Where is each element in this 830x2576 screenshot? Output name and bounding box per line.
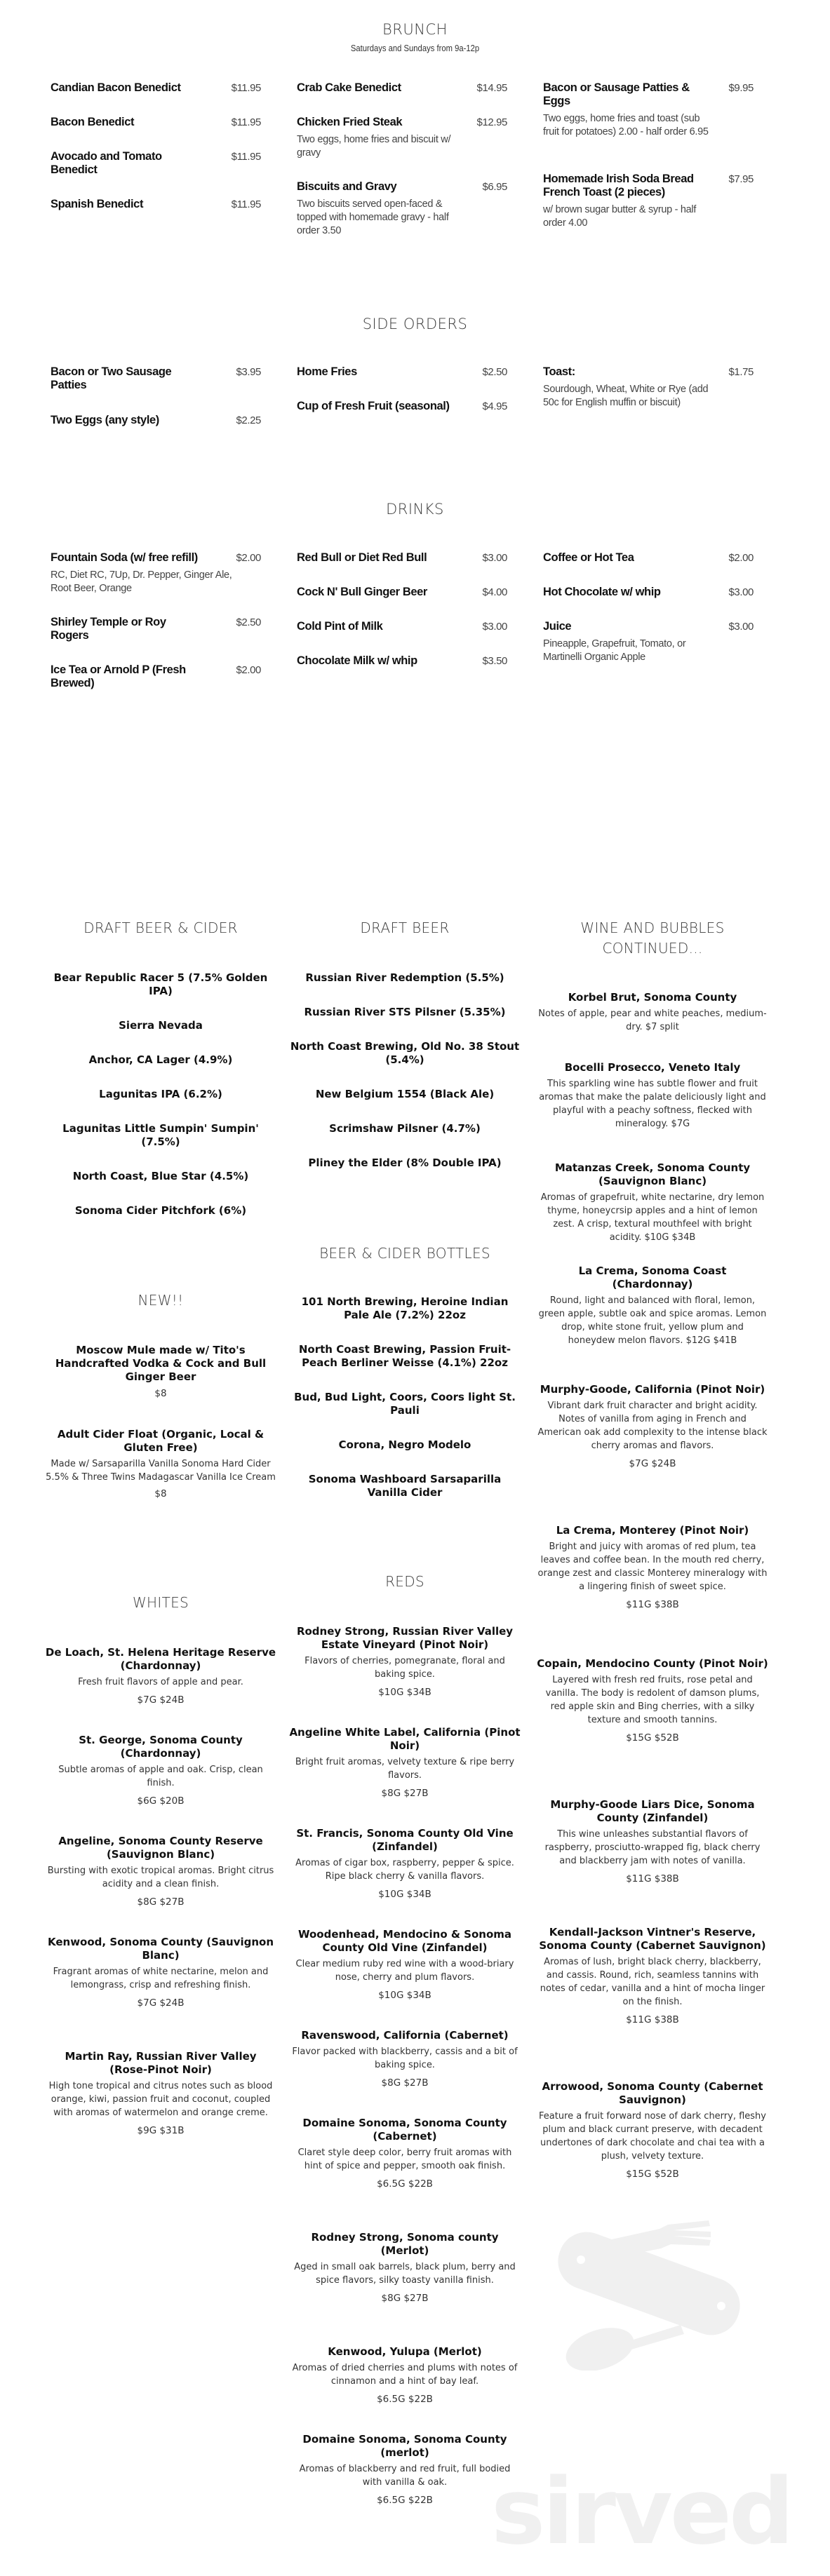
wine-item: Murphy-Goode Liars Dice, Sonoma County (Zinfandel) This wine unleashes substantial flavors of raspberry, prosciutto-wrapped fig, black cherry and blackberry jam with notes of vanilla. $11G $38B [544, 1798, 761, 1884]
wine-item: La Crema, Monterey (Pinot Noir) Bright and juicy with aromas of red plum, tea leaves and coffee bean. In the mouth red cherry, orange zest and classic Monterey mineralogy with a lingering finish of sweet spice. $11G $38B [537, 1524, 768, 1610]
item-name: Avocado and Tomato Benedict [51, 150, 162, 176]
menu-item [51, 198, 261, 211]
item-price: $2.50 [236, 616, 261, 628]
menu-item [297, 551, 507, 586]
item-price: $11.95 [231, 151, 261, 163]
item-price: $12.95 [476, 116, 507, 128]
item-price: $2.50 [482, 366, 507, 378]
brunch-subtitle: Saturdays and Sundays from 9a-12p [350, 43, 480, 53]
item-price: $4.00 [482, 586, 507, 598]
wine-item: Kendall-Jackson Vintner's Reserve, Sonoma County (Cabernet Sauvignon) Aromas of lush, bright black cherry, blackberry, and cassis. Round, rich, seamless tannins with notes of cedar, vanilla and a hint of mocha linger on the finish. $11G $38B [539, 1926, 766, 2025]
item-name: Bacon or Two Sausage Patties [51, 365, 172, 391]
item-description: Sourdough, Wheat, White or Rye (add 50c for English muffin or biscuit) [543, 384, 709, 408]
drinks-header [0, 501, 830, 518]
wine-bubbles-title: WINE AND BUBBLES CONTINUED... [580, 919, 725, 957]
item-description: Two biscuits served open-faced & topped with homemade gravy - half order 3.50 [297, 198, 449, 236]
wine-item: Kenwood, Sonoma County (Sauvignon Blanc) Fragrant aromas of white nectarine, melon and lemongrass, crisp and refreshing finish. $7G $24B [47, 1936, 274, 2009]
bottle-item: North Coast Brewing, Passion Fruit-Peach Berliner Weisse (4.1%) 22oz [298, 1343, 511, 1369]
item-price: $2.00 [236, 664, 261, 676]
drinks-column-2 [297, 551, 507, 690]
drinks-title: DRINKS [386, 501, 444, 518]
new-item: Moscow Mule made w/ Tito's Handcrafted Vodka & Cock and Bull Ginger Beer $8 [45, 1344, 276, 1399]
new-title: NEW!! [138, 1292, 184, 1309]
brunch-column-3 [543, 81, 754, 238]
brunch-title: BRUNCH [382, 21, 448, 38]
item-name: Spanish Benedict [51, 198, 144, 210]
brunch-column-2 [297, 81, 507, 238]
menu-item [51, 414, 261, 427]
whites-title: WHITES [132, 1594, 189, 1611]
item-price: $6.95 [482, 181, 507, 193]
wine-item: Domaine Sonoma, Sonoma County (Cabernet) Claret style deep color, berry fruit aromas with hint of spice and pepper, smooth oak finish. $6.5G $22B [297, 2117, 512, 2190]
menu-item [543, 173, 754, 230]
item-name: Chocolate Milk w/ whip [297, 654, 417, 667]
wine-item: La Crema, Sonoma Coast (Chardonnay) Round, light and balanced with floral, lemon, green apple, subtle oak and spice aromas. Lemon drop, white stone fruit, yellow plum and honeydew melon flavors. $12G $41B [538, 1265, 767, 1346]
item-price: $7.95 [728, 173, 754, 185]
new-item: Adult Cider Float (Organic, Local & Gluten Free) Made w/ Sarsaparilla Vanilla Sonoma Hard Cider 5.5% & Three Twins Madagascar Vanilla Ice Cream $8 [46, 1428, 276, 1499]
item-price: $3.00 [728, 586, 754, 598]
item-name: Chicken Fried Steak [297, 116, 403, 128]
menu-item [543, 620, 754, 664]
wine-item: Rodney Strong, Russian River Valley Estate Vineyard (Pinot Noir) Flavors of cherries, pomegranate, floral and baking spice. $10G $34B [296, 1625, 514, 1698]
beer-item: North Coast Brewing, Old No. 38 Stout (5.4%) [290, 1040, 520, 1066]
beer-item: Anchor, CA Lager (4.9%) [88, 1053, 233, 1066]
bottle-item: Bud, Bud Light, Coors, Coors light St. Pauli [294, 1391, 516, 1417]
menu-item [51, 365, 261, 414]
brunch-grid [51, 81, 766, 238]
item-description: w/ brown sugar butter & syrup - half order 4.00 [543, 204, 697, 229]
item-name: Hot Chocolate w/ whip [543, 586, 661, 598]
menu-item [51, 150, 261, 198]
wine-item: St. Francis, Sonoma County Old Vine (Zinfandel) Aromas of cigar box, raspberry, pepper & spice. Ripe black cherry & vanilla flavors. $10G $34B [295, 1827, 514, 1900]
reds-title: REDS [385, 1573, 424, 1590]
item-description: Two eggs, home fries and toast (sub fruit for potatoes) 2.00 - half order 6.95 [543, 113, 709, 137]
item-description: Pineapple, Grapefruit, Tomato, or Martinelli Organic Apple [543, 638, 686, 663]
bottle-item: Sonoma Washboard Sarsaparilla Vanilla Cider [308, 1473, 502, 1499]
menu-item [297, 620, 507, 654]
menu-item [51, 551, 261, 616]
beer-item: Sonoma Cider Pitchfork (6%) [74, 1204, 247, 1217]
menu-item [297, 180, 507, 238]
item-name: Cold Pint of Milk [297, 620, 383, 633]
item-price: $4.95 [482, 400, 507, 412]
item-price: $1.75 [728, 366, 754, 378]
item-name: Bacon or Sausage Patties & Eggs [543, 81, 690, 107]
item-name: Home Fries [297, 365, 357, 378]
menu-item [297, 81, 507, 116]
wine-item: Matanzas Creek, Sonoma County (Sauvignon Blanc) Aromas of grapefruit, white nectarine, dry lemon thyme, honeycrsip apples and a hint of lemon zest. A crisp, textural mouthfeel with bright acidity. $10G $34B [540, 1161, 765, 1243]
item-name: Candian Bacon Benedict [51, 81, 181, 94]
menu-item [543, 551, 754, 586]
menu-item [297, 654, 507, 668]
menu-item [51, 663, 261, 690]
wine-item: Copain, Mendocino County (Pinot Noir) Layered with fresh red fruits, rose petal and vanilla. The body is redolent of damson plums, red apple skin and Bing cherries, with a silky texture and smooth tannins. $15G $52B [537, 1657, 768, 1744]
drinks-column-3 [543, 551, 754, 690]
item-price: $8 [154, 1488, 167, 1499]
sides-column-2 [297, 365, 507, 427]
item-name: Homemade Irish Soda Bread French Toast (2 pieces) [543, 173, 694, 198]
sides-column-1 [51, 365, 261, 427]
drinks-grid [51, 551, 766, 690]
wine-item: Domaine Sonoma, Sonoma County (merlot) Aromas of blackberry and red fruit, full bodied with vanilla & oak. $6.5G $22B [299, 2433, 511, 2506]
beer-item: Lagunitas IPA (6.2%) [99, 1088, 222, 1100]
menu-item [297, 365, 507, 400]
beer-item: Lagunitas Little Sumpin' Sumpin' (7.5%) [62, 1122, 259, 1148]
wine-item: St. George, Sonoma County (Chardonnay) Subtle aromas of apple and oak. Crisp, clean finish. $6G $20B [58, 1734, 263, 1807]
item-price: $2.00 [236, 552, 261, 564]
item-price: $3.00 [728, 621, 754, 633]
item-name: Cock N' Bull Ginger Beer [297, 586, 427, 598]
sides-column-3 [543, 365, 754, 427]
wine-item: Korbel Brut, Sonoma County Notes of apple, pear and white peaches, medium-dry. $7 split [538, 991, 767, 1032]
watermark-text: sirved [491, 2458, 792, 2565]
item-price: $2.25 [236, 414, 261, 426]
brunch-column-1 [51, 81, 261, 238]
beer-item: Russian River Redemption (5.5%) [305, 971, 504, 984]
item-name: Juice [543, 620, 572, 633]
wine-item: Ravenswood, California (Cabernet) Flavor packed with blackberry, cassis and a bit of baking spice. $8G $27B [292, 2029, 518, 2089]
item-name: Bacon Benedict [51, 116, 135, 128]
sides-grid [51, 365, 766, 427]
wine-item: Angeline, Sonoma County Reserve (Sauvignon Blanc) Bursting with exotic tropical aromas. Bright citrus acidity and a clean finish. $8G $27B [47, 1835, 274, 1908]
menu-item [51, 616, 261, 663]
bottle-item: Corona, Negro Modelo [338, 1438, 471, 1451]
watermark [491, 2216, 821, 2567]
item-price: $9.95 [728, 82, 754, 94]
drinks-column-1 [51, 551, 261, 690]
wine-item: Woodenhead, Mendocino & Sonoma County Old Vine (Zinfandel) Clear medium ruby red wine with a wood-briary nose, cherry and plum flavors. $10G $34B [295, 1928, 514, 2001]
beer-item: North Coast, Blue Star (4.5%) [72, 1170, 249, 1182]
bottle-item: 101 North Brewing, Heroine Indian Pale Ale (7.2%) 22oz [301, 1295, 509, 1321]
item-name: Cup of Fresh Fruit (seasonal) [297, 400, 450, 412]
menu-item [51, 81, 261, 116]
beer-item: Bear Republic Racer 5 (7.5% Golden IPA) [53, 971, 268, 997]
utensil-knife-icon [540, 2216, 751, 2371]
draft-beer-cider-title: DRAFT BEER & CIDER [83, 919, 238, 936]
wine-item: Rodney Strong, Sonoma county (Merlot) Aged in small oak barrels, black plum, berry and spice flavors, silky toasty vanilla finish. $8G $27B [294, 2231, 516, 2304]
beer-item: Russian River STS Pilsner (5.35%) [304, 1006, 506, 1018]
item-name: Shirley Temple or Roy Rogers [51, 616, 166, 642]
wine-item: Martin Ray, Russian River Valley (Rose-Pinot Noir) High tone tropical and citrus notes such as blood orange, kiwi, passion fruit and coconut, coupled with aromas of watermelon and orange creme. $9G $31B [48, 2050, 273, 2136]
item-name: Two Eggs (any style) [51, 414, 159, 426]
item-description: RC, Diet RC, 7Up, Dr. Pepper, Ginger Ale, Root Beer, Orange [51, 569, 232, 594]
wine-item: Angeline White Label, California (Pinot Noir) Bright fruit aromas, velvety texture & ripe berry flavors. $8G $27B [289, 1726, 521, 1799]
item-name: Red Bull or Diet Red Bull [297, 551, 427, 564]
item-description: Two eggs, home fries and biscuit w/ gravy [297, 134, 451, 159]
brunch-header [0, 21, 830, 53]
sides-title: SIDE ORDERS [362, 316, 468, 332]
item-name: Biscuits and Gravy [297, 180, 397, 193]
menu-item [543, 365, 754, 410]
menu-item [543, 586, 754, 620]
menu-item [543, 81, 754, 173]
menu-item [51, 116, 261, 150]
beer-item: Sierra Nevada [119, 1019, 203, 1032]
item-name: Toast: [543, 365, 575, 378]
wine-item: Kenwood, Yulupa (Merlot) Aromas of dried cherries and plums with notes of cinnamon and a hint of bay leaf. $6.5G $22B [292, 2345, 518, 2405]
item-name: Crab Cake Benedict [297, 81, 401, 94]
menu-item [297, 586, 507, 620]
item-price: $3.50 [482, 655, 507, 667]
item-price: $8 [154, 1388, 167, 1399]
item-price: $11.95 [231, 198, 261, 210]
bottles-title: BEER & CIDER BOTTLES [319, 1245, 490, 1262]
beer-item: Pliney the Elder (8% Double IPA) [308, 1156, 502, 1169]
item-price: $3.00 [482, 552, 507, 564]
wine-item: De Loach, St. Helena Heritage Reserve (Chardonnay) Fresh fruit flavors of apple and pear. $7G $24B [45, 1646, 276, 1706]
item-price: $11.95 [231, 116, 261, 128]
beer-item: Scrimshaw Pilsner (4.7%) [329, 1122, 481, 1135]
item-price: $14.95 [476, 82, 507, 94]
wine-item: Bocelli Prosecco, Veneto Italy This sparkling wine has subtle flower and fruit aromas that make the palate deliciously light and playful with a peachy softness, flecked with mineralogy. $7G [539, 1061, 766, 1129]
wine-item: Murphy-Goode, California (Pinot Noir) Vibrant dark fruit character and bright acidity. Notes of vanilla from aging in French and American oak add complexity to the intense black cherry aromas and flavors. $7G $24B [537, 1383, 768, 1469]
item-name: Coffee or Hot Tea [543, 551, 634, 564]
item-name: Fountain Soda (w/ free refill) [51, 551, 198, 564]
item-name: Ice Tea or Arnold P (Fresh Brewed) [51, 663, 186, 689]
item-price: $3.95 [236, 366, 261, 378]
item-price: $11.95 [231, 82, 261, 94]
sides-header [0, 316, 830, 332]
item-description: Made w/ Sarsaparilla Vanilla Sonoma Hard Cider 5.5% & Three Twins Madagascar Vanilla Ice Cream [46, 1459, 276, 1483]
draft-beer-title: DRAFT BEER [360, 919, 450, 936]
item-price: $2.00 [728, 552, 754, 564]
wine-item: Arrowood, Sonoma County (Cabernet Sauvignon) Feature a fruit forward nose of dark cherry, fleshy plum and black currant preserve, with decadent undertones of dark chocolate and chai tea with a plush, velvety texture. $15G $52B [538, 2080, 766, 2180]
menu-item [297, 400, 507, 413]
beer-item: New Belgium 1554 (Black Ale) [315, 1088, 495, 1100]
menu-item [297, 116, 507, 180]
item-price: $3.00 [482, 621, 507, 633]
